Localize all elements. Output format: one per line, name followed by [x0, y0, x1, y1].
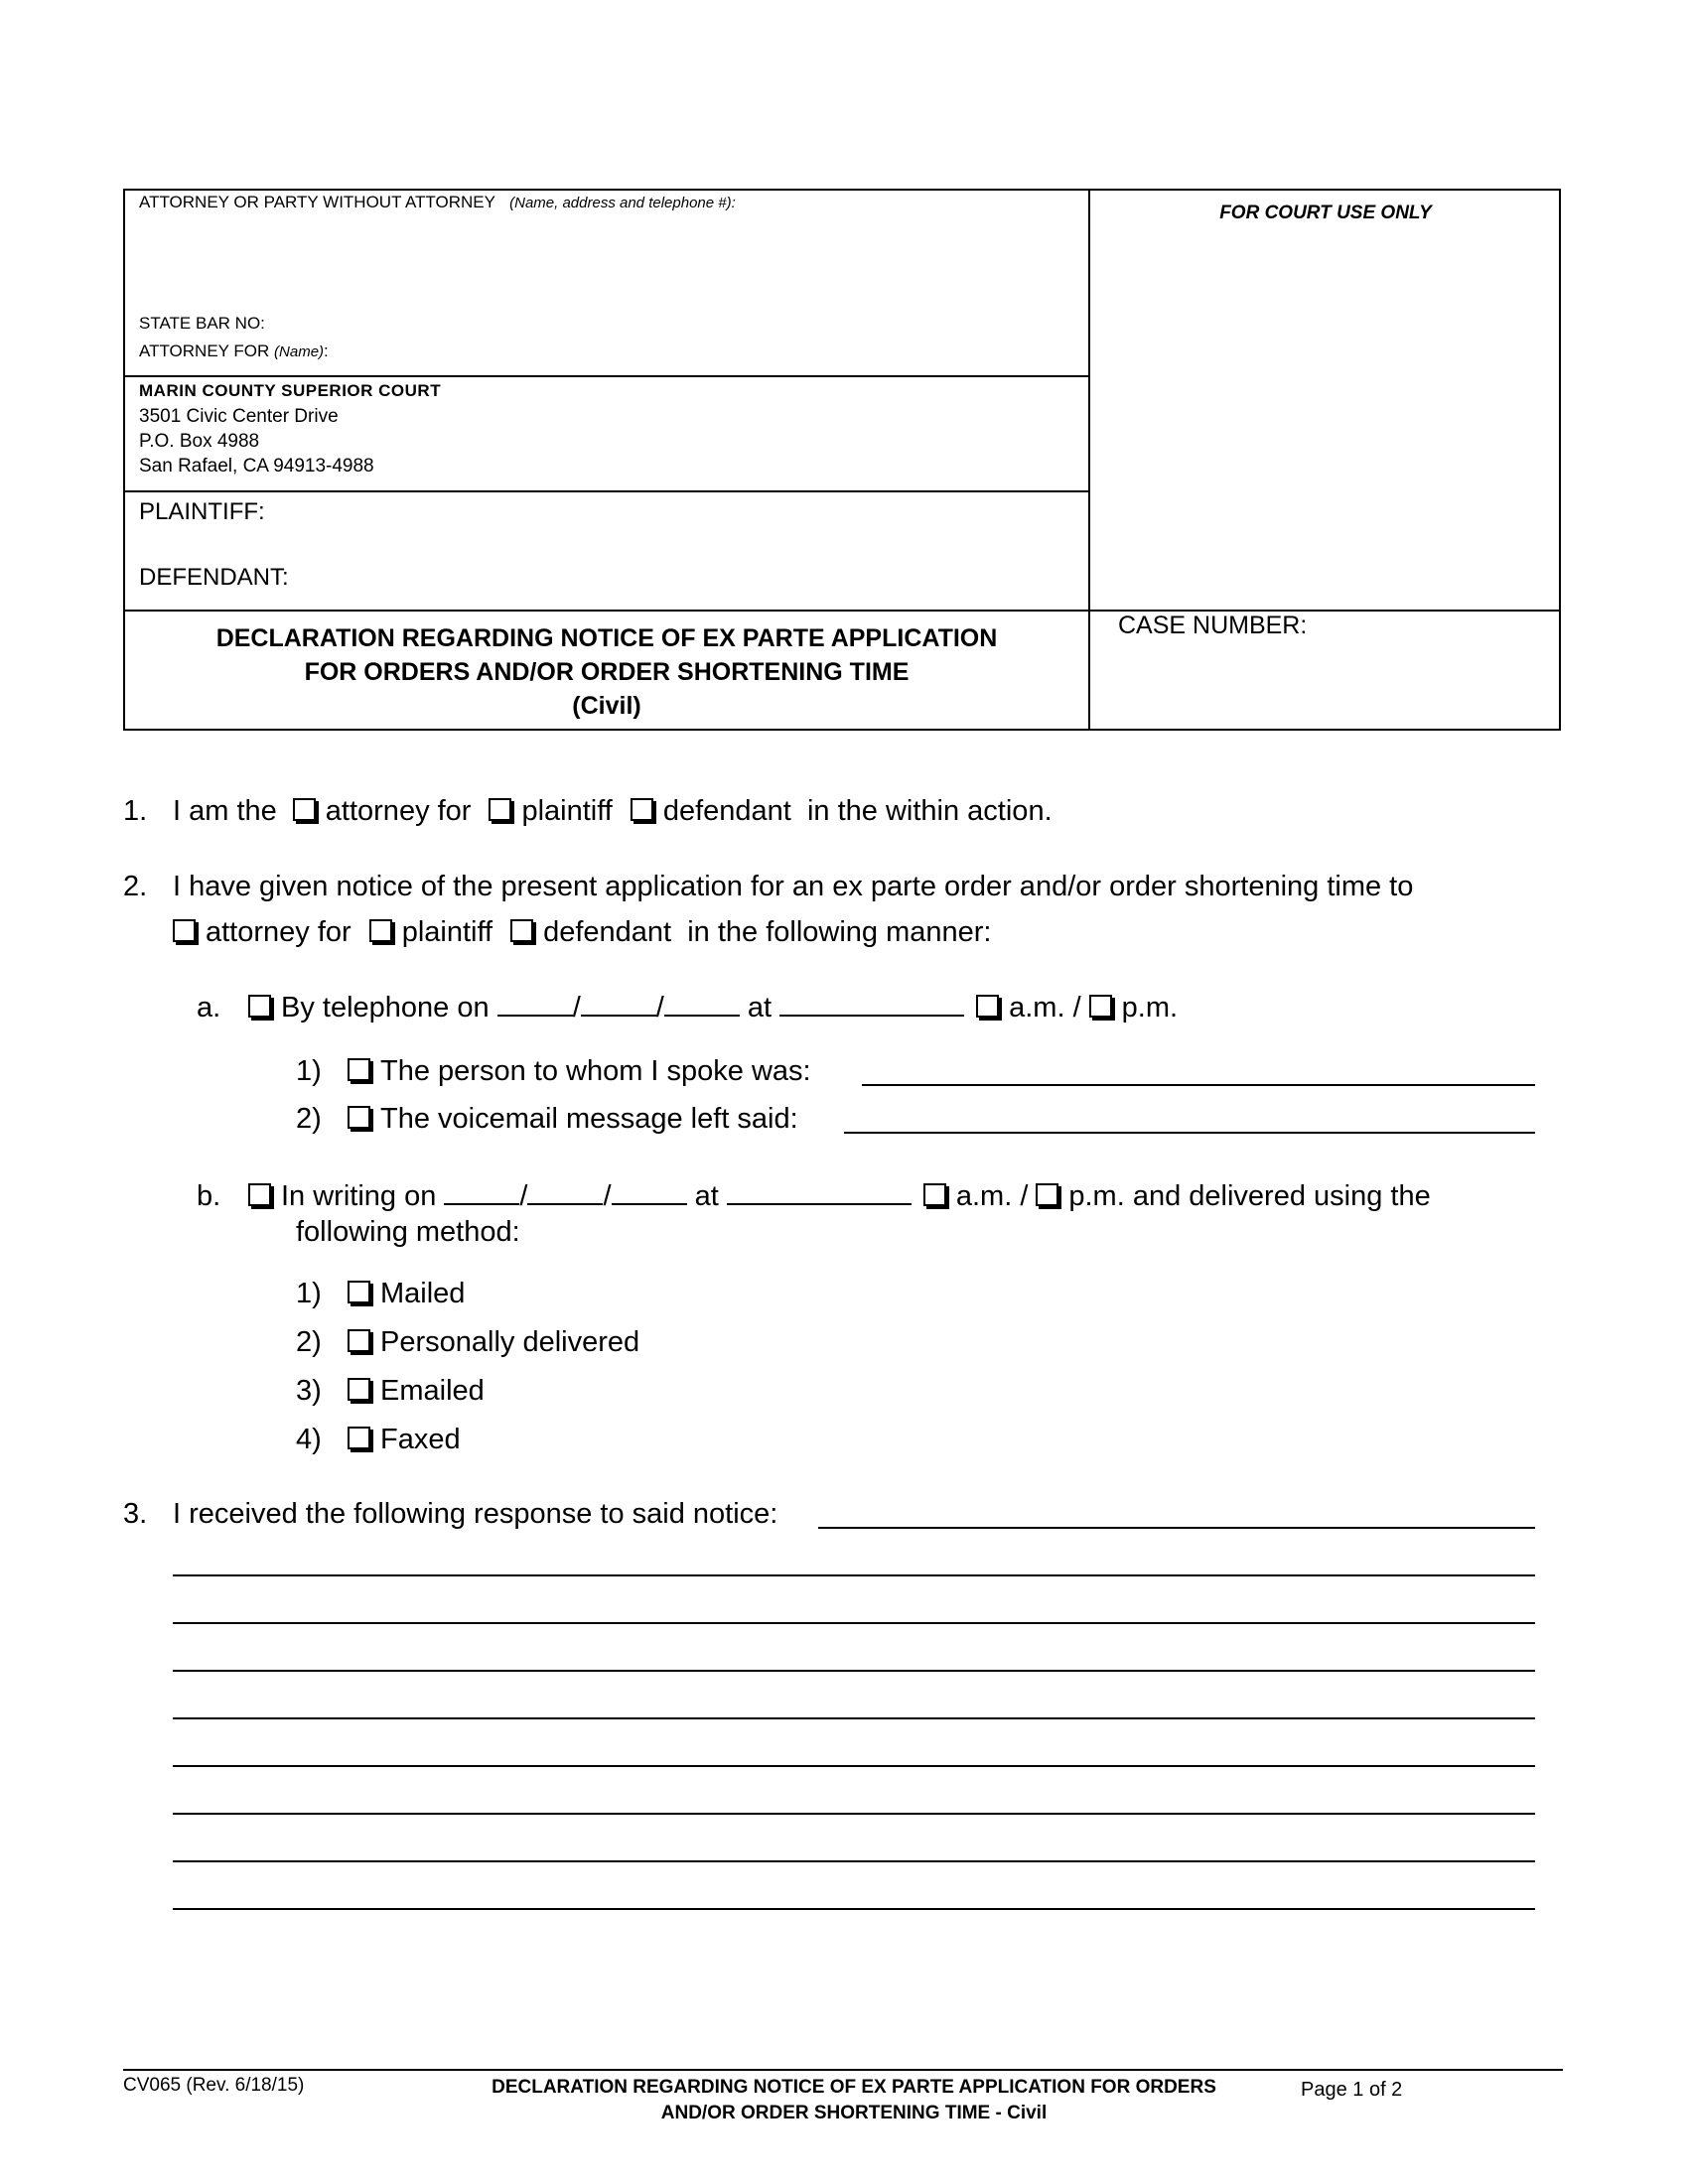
slash: / [603, 1180, 612, 1212]
form-title-line: DECLARATION REGARDING NOTICE OF EX PARTE APPLICATION [215, 624, 998, 652]
response-input-line[interactable] [818, 1527, 1535, 1529]
form-id: CV065 (Rev. 6/18/15) [123, 2075, 305, 2096]
footer-title-line: DECLARATION REGARDING NOTICE OF EX PARTE APPLICATION FOR ORDERS [492, 2077, 1216, 2098]
method-label: Emailed [380, 1375, 485, 1407]
am-label: a.m. / [955, 1180, 1029, 1212]
option-label: defendant [543, 916, 672, 948]
date-year-input[interactable] [612, 1179, 687, 1205]
caption-rule [125, 490, 1088, 492]
attorney-for-field[interactable] [139, 341, 329, 362]
option-label: plaintiff [401, 916, 493, 948]
am-label: a.m. / [1009, 992, 1081, 1024]
date-month-input[interactable] [497, 991, 573, 1017]
date-month-input[interactable] [444, 1179, 519, 1205]
item-number: 1. [123, 795, 148, 827]
response-input-line[interactable] [173, 1765, 1535, 1767]
footer-rule [123, 2069, 1563, 2071]
sub-number: 4) [296, 1424, 322, 1455]
item-2b-letter: b. [197, 1180, 221, 1212]
item-2b [240, 1179, 1431, 1213]
item-number: 2. [123, 871, 148, 902]
person-spoke-label: The person to whom I spoke was: [380, 1055, 811, 1087]
date-year-input[interactable] [664, 991, 740, 1017]
item-2b-cont: following method: [296, 1216, 520, 1248]
court-address-line: 3501 Civic Center Drive [139, 406, 339, 427]
item-2a-2 [340, 1102, 798, 1136]
sub-number: 1) [296, 1055, 322, 1087]
method-label: Faxed [380, 1424, 461, 1455]
item-1-lead: I am the [173, 795, 277, 827]
method-mailed [340, 1277, 465, 1310]
response-input-line[interactable] [173, 1717, 1535, 1719]
checkbox-voicemail[interactable] [348, 1106, 370, 1129]
checkbox-plaintiff[interactable] [489, 798, 511, 821]
slash: / [572, 992, 581, 1024]
response-input-line[interactable] [173, 1574, 1535, 1576]
checkbox-emailed[interactable] [348, 1378, 370, 1401]
footer-title [417, 2075, 1291, 2126]
item-number: 3. [123, 1498, 148, 1530]
item-2a-letter: a. [197, 992, 221, 1024]
checkbox-faxed[interactable] [348, 1427, 370, 1449]
sub-number: 1) [296, 1278, 322, 1309]
person-spoke-input[interactable] [862, 1084, 1535, 1086]
form-title [125, 621, 1088, 723]
court-address-line: San Rafael, CA 94913-4988 [139, 456, 374, 477]
court-use-label: FOR COURT USE ONLY [1219, 203, 1432, 223]
item-3-text: I received the following response to said notice: [173, 1498, 778, 1530]
item-2-text: I have given notice of the present application for an ex parte order and/or order shortening time to [173, 871, 1414, 902]
at-label: at [747, 992, 773, 1024]
item-1 [173, 794, 1053, 828]
caption-box [123, 189, 1561, 731]
response-input-line[interactable] [173, 1622, 1535, 1624]
item-2a-1 [340, 1054, 811, 1088]
checkbox-defendant[interactable] [510, 919, 533, 942]
item-2a [240, 991, 1178, 1024]
checkbox-am[interactable] [976, 995, 999, 1018]
method-label: Personally delivered [380, 1326, 640, 1358]
response-input-line[interactable] [173, 1670, 1535, 1672]
footer-title-line: AND/OR ORDER SHORTENING TIME - Civil [660, 2103, 1048, 2123]
option-label: plaintiff [521, 795, 613, 827]
caption-divider [1088, 191, 1090, 731]
response-input-line[interactable] [173, 1908, 1535, 1910]
checkbox-in-writing[interactable] [248, 1183, 271, 1206]
court-address-line: P.O. Box 4988 [139, 431, 260, 452]
slash: / [519, 1180, 528, 1212]
case-number-label[interactable]: CASE NUMBER: [1118, 612, 1308, 639]
form-title-line: FOR ORDERS AND/OR ORDER SHORTENING TIME [304, 658, 910, 686]
form-title-line: (Civil) [572, 692, 641, 720]
option-label: attorney for [206, 916, 352, 948]
sub-number: 3) [296, 1375, 322, 1407]
method-personally-delivered [340, 1325, 639, 1359]
page-number: Page 1 of 2 [1301, 2079, 1403, 2101]
caption-rule [125, 375, 1088, 377]
item-2-options [165, 915, 992, 949]
court-name: MARIN COUNTY SUPERIOR COURT [139, 381, 442, 400]
method-emailed [340, 1374, 485, 1408]
response-input-line[interactable] [173, 1813, 1535, 1815]
pm-label: p.m. and delivered using the [1068, 1180, 1431, 1212]
time-input[interactable] [727, 1179, 912, 1205]
defendant-label[interactable]: DEFENDANT: [139, 564, 289, 591]
checkbox-by-telephone[interactable] [248, 995, 271, 1018]
attorney-for-label: ATTORNEY FOR [139, 341, 270, 360]
checkbox-am[interactable] [923, 1183, 946, 1206]
checkbox-attorney-for[interactable] [293, 798, 316, 821]
state-bar-label[interactable]: STATE BAR NO: [139, 314, 265, 333]
attorney-for-hint: (Name) [274, 343, 325, 360]
checkbox-mailed[interactable] [348, 1281, 370, 1303]
in-writing-label: In writing on [281, 1180, 437, 1212]
pm-label: p.m. [1121, 992, 1179, 1024]
sub-number: 2) [296, 1103, 322, 1135]
attorney-label: ATTORNEY OR PARTY WITHOUT ATTORNEY [139, 193, 495, 211]
method-faxed [340, 1423, 461, 1456]
option-label: defendant [662, 795, 791, 827]
checkbox-personally-delivered[interactable] [348, 1329, 370, 1352]
checkbox-attorney-for[interactable] [173, 919, 196, 942]
telephone-label: By telephone on [281, 992, 490, 1024]
item-2-tail: in the following manner: [687, 916, 992, 948]
time-input[interactable] [779, 991, 964, 1017]
attorney-field[interactable] [139, 193, 736, 213]
checkbox-pm[interactable] [1089, 995, 1112, 1018]
checkbox-person-spoke[interactable] [348, 1058, 370, 1081]
checkbox-plaintiff[interactable] [369, 919, 392, 942]
option-label: attorney for [325, 795, 472, 827]
plaintiff-label[interactable]: PLAINTIFF: [139, 498, 265, 525]
response-input-line[interactable] [173, 1860, 1535, 1862]
checkbox-defendant[interactable] [631, 798, 653, 821]
voicemail-label: The voicemail message left said: [380, 1103, 798, 1135]
attorney-for-colon: : [324, 341, 329, 360]
method-label: Mailed [380, 1278, 466, 1309]
sub-number: 2) [296, 1326, 322, 1358]
date-day-input[interactable] [581, 991, 656, 1017]
at-label: at [694, 1180, 719, 1212]
checkbox-pm[interactable] [1036, 1183, 1058, 1206]
item-1-tail: in the within action. [806, 795, 1053, 827]
caption-rule [125, 610, 1561, 612]
date-day-input[interactable] [527, 1179, 603, 1205]
attorney-hint: (Name, address and telephone #): [509, 195, 736, 211]
slash: / [655, 992, 664, 1024]
voicemail-input[interactable] [844, 1132, 1535, 1134]
